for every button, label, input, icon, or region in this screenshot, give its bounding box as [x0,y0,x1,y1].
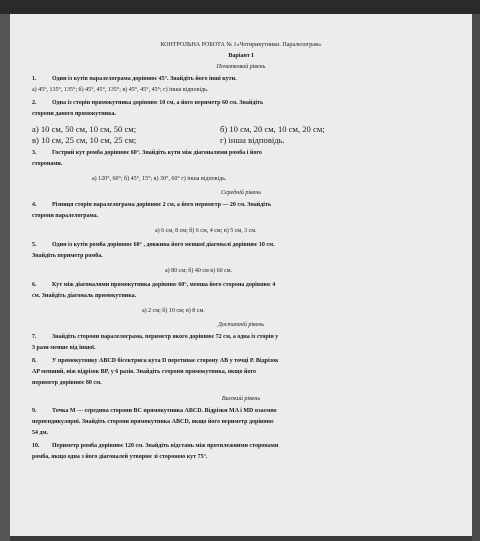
task-8 [10,356,472,367]
left-frame [0,14,10,541]
task-4-options: а) 6 см, 8 см; б) 6 см, 4 см; в) 5 см, 3 см. [155,228,257,234]
task-number: 8. [32,358,37,364]
task-10 [10,441,472,452]
task-2-option-d: г) інша відповідь. [220,135,285,145]
task-text: Периметр ромба дорівнює 120 см. Знайдіть відстань між протилежними сторонами [52,443,279,449]
task-number: 2. [32,100,37,106]
task-number: 7. [32,334,37,340]
task-3 [10,148,472,159]
task-number: 3. [32,150,37,156]
task-text: У прямокутнику ABCD бісектриса кута D перетинає сторону AB у точці P. Відрізок [52,358,279,364]
task-5-line2: Знайдіть периметр ромба. [32,253,103,259]
document-title: КОНТРОЛЬНА РОБОТА № 1«Чотирикутники. Паралелограм» [160,42,322,48]
task-number: 10. [32,443,40,449]
task-text: Гострий кут ромба дорівнює 60°. Знайдіть кути між діагоналями ромба і його [52,150,262,156]
task-2-option-c: в) 10 см, 25 см, 10 см, 25 см; [32,135,137,145]
right-frame [472,14,480,541]
task-8-line2: AP менший, ніж відрізок BP, у 6 разів. Знайдіть сторони прямокутника, якщо його [32,369,257,375]
variant-heading: Варіант І [228,53,254,59]
task-5-options: а) 80 см; б) 40 см в) 60 см. [165,268,233,274]
task-text: Один із кутів ромба дорівнює 60° , довжина його меншої діагоналі дорівнює 10 см. [52,242,275,248]
level-heading-high: Високий рівень [221,396,261,402]
task-text: Різниця сторін паралелограма дорівнює 2 см, а його периметр — 20 см. Знайдіть [52,202,272,208]
task-text: Знайдіть сторони паралелограма, периметр якого дорівнює 72 см, а одна із сторін у [52,334,279,340]
task-1 [10,74,472,85]
task-2-option-b: б) 10 см, 20 см, 10 см, 20 см; [220,124,325,134]
task-text: Один із кутів паралелограма дорівнює 45°. Знайдіть його інші кути. [52,76,237,82]
task-6-options: а) 2 см; б) 10 см; в) 8 см. [142,308,205,314]
level-heading-initial: Початковий рівень [216,64,266,70]
task-number: 5. [32,242,37,248]
task-number: 9. [32,408,37,414]
task-4 [10,200,472,211]
task-3-options: а) 120°, 60°; б) 45°, 15°; в) 30°, 60° г) інша відповідь. [92,176,227,182]
level-heading-sufficient: Достатній рівень [217,322,264,328]
level-heading-middle: Середній рівень [220,190,262,196]
task-9-line3: 54 дм. [32,430,49,436]
task-number: 6. [32,282,37,288]
document-page [10,14,472,536]
task-2-line2: сторони даного прямокутника. [32,111,116,117]
task-6 [10,280,472,291]
top-frame [0,0,480,14]
task-3-line2: сторонами. [32,161,63,167]
task-4-line2: сторони паралелограма. [32,213,99,219]
task-text: Одна із сторін прямокутника дорівнює 10 см, а його периметр 60 см. Знайдіть [52,100,264,106]
task-9-line2: перпендикулярні. Знайдіть сторони прямокутника ABCD, якщо його периметр дорівнює [32,419,274,425]
task-8-line3: периметр дорівнює 80 см. [32,380,102,386]
task-1-options: а) 45°, 135°, 135°; б) 45°, 45°, 135°; в) 45°, 45°, 45°; г) інша відповідь. [32,87,209,93]
task-2 [10,98,472,109]
task-text: Кут між діагоналями прямокутника дорівнює 60°, менша його сторона дорівнює 4 [52,282,276,288]
task-9 [10,406,472,417]
task-number: 1. [32,76,37,82]
task-10-line2: ромба, якщо одна з його діагоналей утворює зі стороною кут 75°. [32,454,208,460]
task-6-line2: см. Знайдіть діагональ прямокутника. [32,293,137,299]
task-number: 4. [32,202,37,208]
task-7 [10,332,472,343]
task-text: Точка M — середина сторони BC прямокутника ABCD. Відрізки MA і MD взаємно [52,408,277,414]
task-5 [10,240,472,251]
task-2-option-a: а) 10 см, 50 см, 10 см, 50 см; [32,124,137,134]
task-7-line2: 3 рази менше від іншої. [32,345,96,351]
